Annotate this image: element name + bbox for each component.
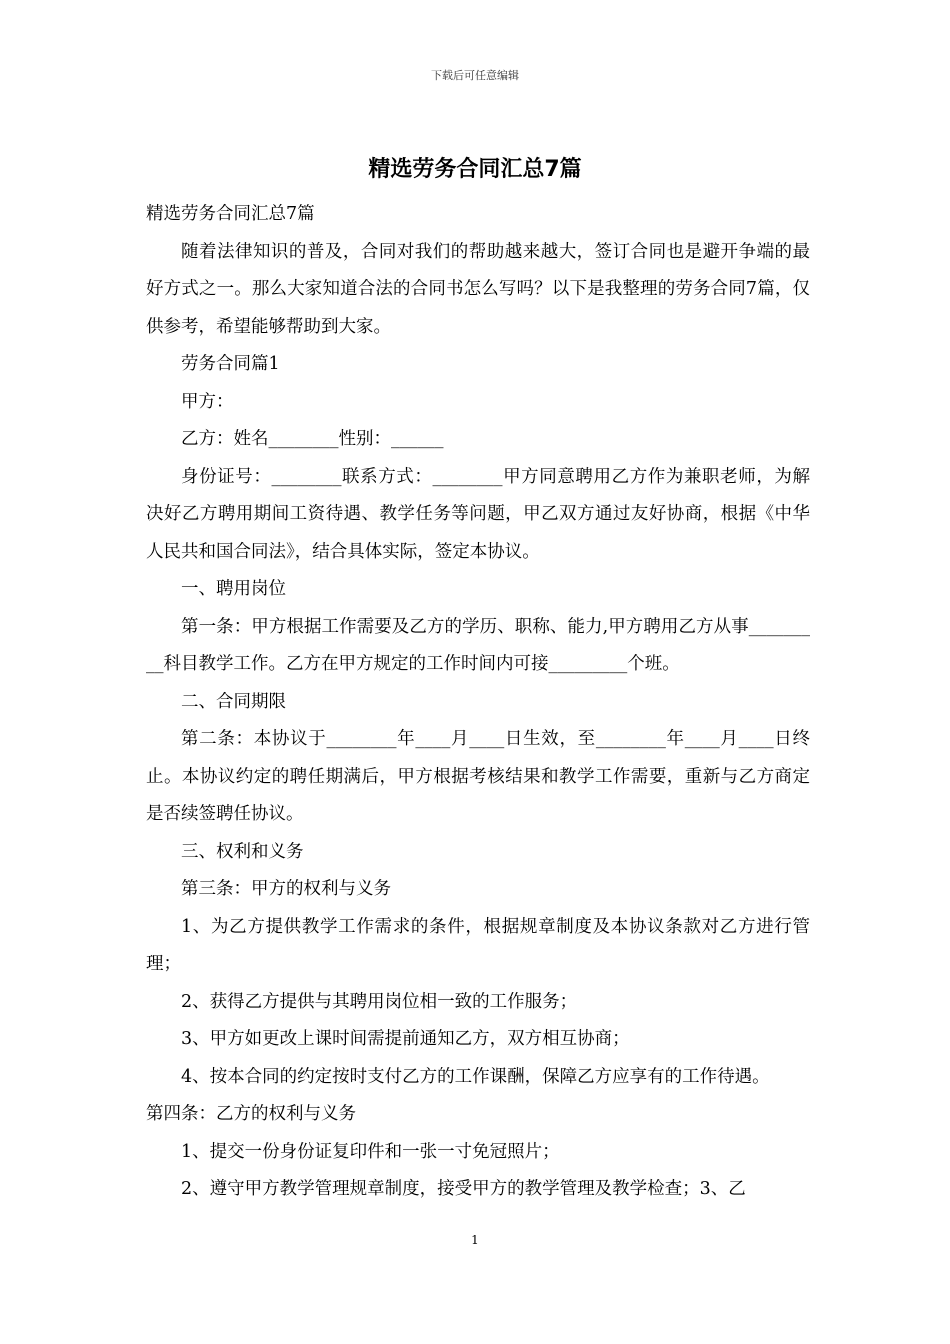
article-3-item-1: 1、为乙方提供教学工作需求的条件，根据规章制度及本协议条款对乙方进行管理；	[146, 916, 810, 974]
article-3-item-2: 2、获得乙方提供与其聘用岗位相一致的工作服务；	[181, 991, 578, 1012]
article-4-item-2: 2、遵守甲方教学管理规章制度，接受甲方的教学管理及教学检查；3、乙	[181, 1179, 746, 1199]
party-b-line: 乙方：姓名________性别：______	[181, 429, 444, 449]
article-3-heading: 第三条：甲方的权利与义务	[181, 879, 391, 899]
document-body	[146, 196, 810, 1209]
document-title: 精选劳务合同汇总7篇	[368, 157, 582, 182]
article-2-paragraph: 第二条：本协议于________年____月____日生效，至________年____月____日终止。本协议约定的聘任期满后，甲方根据考核结果和教学工作需要，重新与乙方商定是否续签聘任协议。	[146, 729, 810, 824]
section-heading-contract-1: 劳务合同篇1	[181, 354, 280, 374]
article-3-item-4: 4、按本合同的约定按时支付乙方的工作课酬，保障乙方应享有的工作待遇。	[181, 1066, 770, 1087]
id-contact-paragraph: 身份证号：________联系方式：________甲方同意聘用乙方作为兼职老师，为解决好乙方聘用期间工资待遇、教学任务等问题，甲乙双方通过友好协商，根据《中华人民共和国合同法》，结合具体实际，签定本协议。	[146, 466, 810, 562]
party-a-line: 甲方：	[181, 391, 234, 412]
subtitle-paragraph: 精选劳务合同汇总7篇	[146, 204, 315, 224]
page-number: 1	[471, 1233, 479, 1247]
heading-term: 二、合同期限	[181, 691, 286, 712]
heading-rights-duties: 三、权利和义务	[181, 841, 304, 862]
heading-position: 一、聘用岗位	[181, 579, 286, 599]
article-4-item-1: 1、提交一份身份证复印件和一张一寸免冠照片；	[181, 1141, 560, 1162]
article-3-item-3: 3、甲方如更改上课时间需提前通知乙方，双方相互协商；	[181, 1029, 630, 1049]
article-4-heading: 第四条：乙方的权利与义务	[146, 1104, 356, 1124]
intro-paragraph: 随着法律知识的普及，合同对我们的帮助越来越大，签订合同也是避开争端的最好方式之一。那么大家知道合法的合同书怎么写吗？以下是我整理的劳务合同7篇，仅供参考，希望能够帮助到大家。	[146, 241, 810, 337]
article-1-paragraph: 第一条：甲方根据工作需要及乙方的学历、职称、能力,甲方聘用乙方从事_________科目教学工作。乙方在甲方规定的工作时间内可接_________个班。	[146, 616, 810, 674]
header-note: 下载后可任意编辑	[431, 69, 519, 82]
